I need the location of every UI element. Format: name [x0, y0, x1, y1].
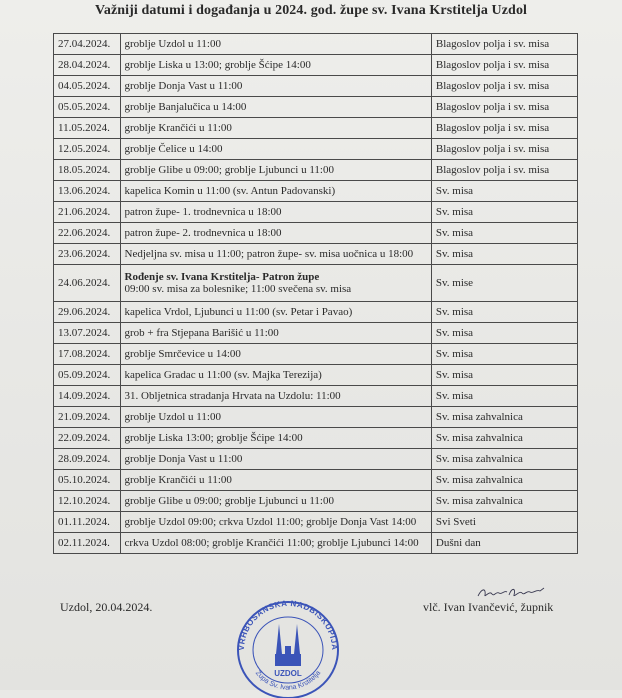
handwritten-signature — [476, 584, 546, 600]
row-event: groblje Krančići u 11:00 — [120, 470, 431, 491]
parish-stamp — [228, 588, 348, 698]
table-row — [54, 244, 578, 265]
row-service: Sv. misa — [431, 244, 577, 265]
row-date: 24.06.2024. — [54, 265, 121, 302]
table-row — [54, 55, 578, 76]
table-row — [54, 265, 578, 302]
row-date: 05.09.2024. — [54, 365, 121, 386]
row-event: groblje Glibe u 09:00; groblje Ljubunci u 11:00 — [120, 491, 431, 512]
row-event: groblje Uzdol 09:00; crkva Uzdol 11:00; groblje Donja Vast 14:00 — [120, 512, 431, 533]
row-event: groblje Liska 13:00; groblje Šćipe 14:00 — [120, 428, 431, 449]
row-event: groblje Donja Vast u 11:00 — [120, 76, 431, 97]
table-row — [54, 323, 578, 344]
table-row — [54, 449, 578, 470]
row-event: kapelica Komin u 11:00 (sv. Antun Padovanski) — [120, 181, 431, 202]
row-date: 27.04.2024. — [54, 34, 121, 55]
row-event: groblje Liska u 13:00; groblje Šćipe 14:00 — [120, 55, 431, 76]
row-date: 12.05.2024. — [54, 139, 121, 160]
row-date: 28.04.2024. — [54, 55, 121, 76]
row-event: Nedjeljna sv. misa u 11:00; patron župe- sv. misa uočnica u 18:00 — [120, 244, 431, 265]
row-date: 14.09.2024. — [54, 386, 121, 407]
row-date: 05.05.2024. — [54, 97, 121, 118]
row-event: groblje Donja Vast u 11:00 — [120, 449, 431, 470]
row-date: 01.11.2024. — [54, 512, 121, 533]
row-service: Blagoslov polja i sv. misa — [431, 55, 577, 76]
row-service: Sv. misa — [431, 302, 577, 323]
document-title: Važniji datumi i događanja u 2024. god. župe sv. Ivana Krstitelja Uzdol — [94, 3, 528, 18]
table-row — [54, 76, 578, 97]
table-row — [54, 34, 578, 55]
schedule-table — [53, 33, 578, 554]
row-service: Dušni dan — [431, 533, 577, 554]
table-row — [54, 470, 578, 491]
row-service: Sv. misa — [431, 223, 577, 244]
table-row — [54, 365, 578, 386]
row-service: Sv. misa — [431, 386, 577, 407]
table-row — [54, 118, 578, 139]
row-date: 12.10.2024. — [54, 491, 121, 512]
table-row — [54, 223, 578, 244]
row-date: 21.06.2024. — [54, 202, 121, 223]
row-event — [120, 265, 431, 302]
row-date: 13.07.2024. — [54, 323, 121, 344]
row-event: groblje Uzdol u 11:00 — [120, 34, 431, 55]
table-row — [54, 491, 578, 512]
row-event: groblje Glibe u 09:00; groblje Ljubunci u 11:00 — [120, 160, 431, 181]
row-service: Sv. misa — [431, 344, 577, 365]
row-date: 05.10.2024. — [54, 470, 121, 491]
svg-text:VRHBOSANSKA NADBISKUPIJA — [237, 599, 339, 651]
stamp-bottom-text: Župa Sv. Ivana Krstitelja — [253, 669, 323, 692]
row-service: Sv. misa zahvalnica — [431, 449, 577, 470]
table-row — [54, 344, 578, 365]
row-event: crkva Uzdol 08:00; groblje Krančići 11:00; groblje Ljubunci 14:00 — [120, 533, 431, 554]
row-event: patron župe- 1. trodnevnica u 18:00 — [120, 202, 431, 223]
row-service: Blagoslov polja i sv. misa — [431, 34, 577, 55]
row-date: 29.06.2024. — [54, 302, 121, 323]
place-date: Uzdol, 20.04.2024. — [60, 600, 153, 614]
row-service: Blagoslov polja i sv. misa — [431, 139, 577, 160]
row-event: groblje Čelice u 14:00 — [120, 139, 431, 160]
row-service: Sv. misa zahvalnica — [431, 491, 577, 512]
stamp-outer-text: VRHBOSANSKA NADBISKUPIJA — [236, 598, 340, 651]
row-event: patron župe- 2. trodnevnica u 18:00 — [120, 223, 431, 244]
row-service: Sv. misa zahvalnica — [431, 428, 577, 449]
row-date: 11.05.2024. — [54, 118, 121, 139]
row-service: Sv. misa zahvalnica — [431, 407, 577, 428]
row-event: 31. Obljetnica stradanja Hrvata na Uzdolu: 11:00 — [120, 386, 431, 407]
table-row — [54, 139, 578, 160]
table-row — [54, 160, 578, 181]
church-icon — [275, 624, 301, 666]
row-date: 22.06.2024. — [54, 223, 121, 244]
stamp-center-text: UZDOL — [274, 669, 302, 678]
table-row — [54, 181, 578, 202]
signatory: vlč. Ivan Ivančević, župnik — [423, 600, 554, 614]
row-event: groblje Banjalučica u 14:00 — [120, 97, 431, 118]
row-date: 02.11.2024. — [54, 533, 121, 554]
table-row — [54, 302, 578, 323]
table-row — [54, 386, 578, 407]
row-service: Svi Sveti — [431, 512, 577, 533]
table-row — [54, 407, 578, 428]
row-service: Sv. mise — [431, 265, 577, 302]
row-service: Sv. misa zahvalnica — [431, 470, 577, 491]
row-service: Blagoslov polja i sv. misa — [431, 118, 577, 139]
row-event: groblje Smrčevice u 14:00 — [120, 344, 431, 365]
row-event: groblje Krančići u 11:00 — [120, 118, 431, 139]
row-event-heading: Rođenje sv. Ivana Krstitelja- Patron župe — [124, 271, 320, 283]
row-service: Sv. misa — [431, 202, 577, 223]
row-date: 04.05.2024. — [54, 76, 121, 97]
row-date: 22.09.2024. — [54, 428, 121, 449]
row-event-detail: 09:00 sv. misa za bolesnike; 11:00 svečena sv. misa — [124, 283, 352, 295]
table-row — [54, 533, 578, 554]
table-row — [54, 97, 578, 118]
row-date: 17.08.2024. — [54, 344, 121, 365]
table-row — [54, 512, 578, 533]
row-service: Sv. misa — [431, 365, 577, 386]
row-service: Sv. misa — [431, 181, 577, 202]
row-date: 13.06.2024. — [54, 181, 121, 202]
row-event: kapelica Gradac u 11:00 (sv. Majka Terezija) — [120, 365, 431, 386]
row-date: 23.06.2024. — [54, 244, 121, 265]
row-date: 18.05.2024. — [54, 160, 121, 181]
row-service: Blagoslov polja i sv. misa — [431, 97, 577, 118]
row-event: kapelica Vrdol, Ljubunci u 11:00 (sv. Petar i Pavao) — [120, 302, 431, 323]
row-date: 28.09.2024. — [54, 449, 121, 470]
row-event: groblje Uzdol u 11:00 — [120, 407, 431, 428]
row-service: Blagoslov polja i sv. misa — [431, 160, 577, 181]
table-row — [54, 428, 578, 449]
row-service: Blagoslov polja i sv. misa — [431, 76, 577, 97]
row-service: Sv. misa — [431, 323, 577, 344]
row-date: 21.09.2024. — [54, 407, 121, 428]
table-row — [54, 202, 578, 223]
row-event: grob + fra Stjepana Barišić u 11:00 — [120, 323, 431, 344]
